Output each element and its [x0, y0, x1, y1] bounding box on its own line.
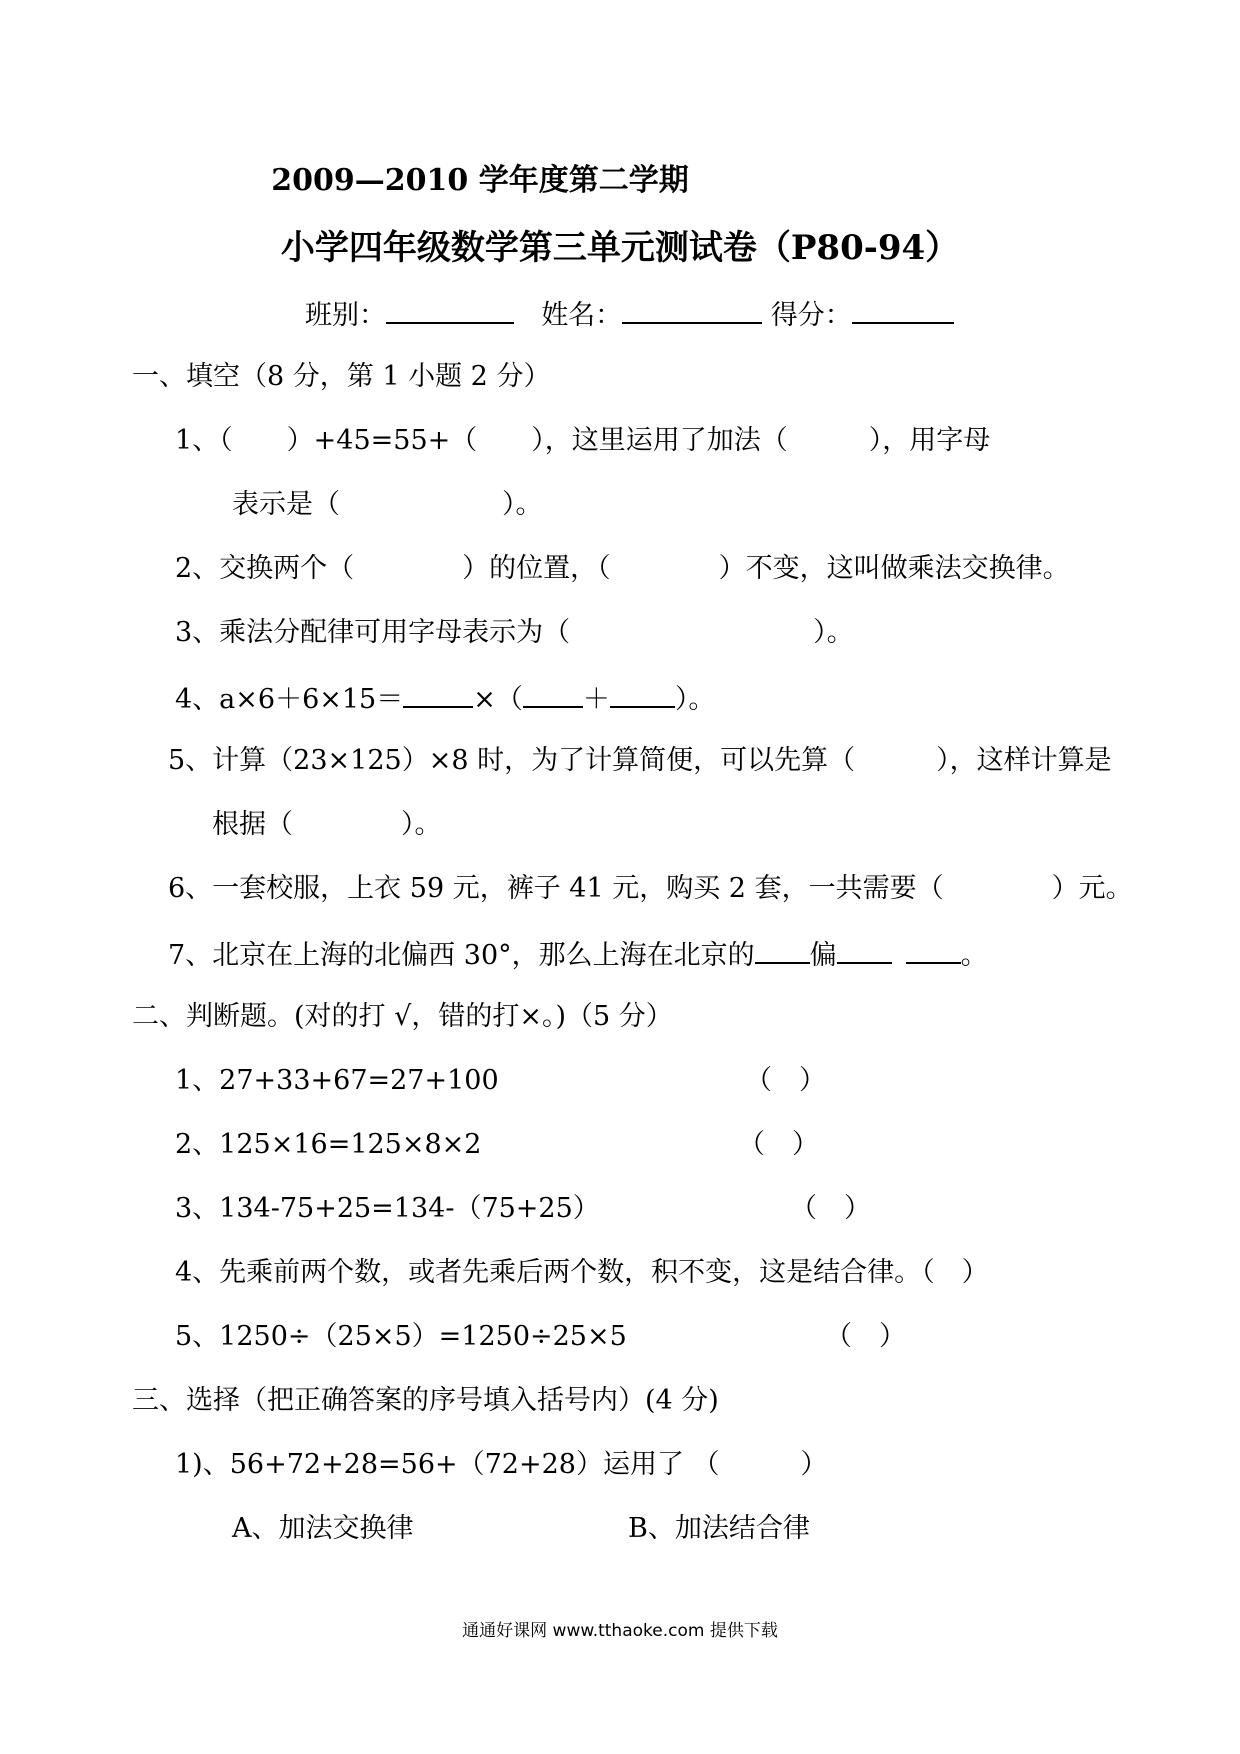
q7-blank-3[interactable] [906, 936, 961, 964]
s1-q7-c: 。 [960, 940, 988, 971]
score-blank[interactable] [852, 296, 954, 324]
s2-item-5: 5、1250÷（25×5）=1250÷25×5 [175, 1321, 627, 1352]
section3-heading: 三、选择（把正确答案的序号填入括号内）(4 分) [132, 1385, 719, 1416]
s2-item-1: 1、27+33+67=27+100 [175, 1065, 499, 1096]
s1-q2: 2、交换两个（ ）的位置，（ ）不变，这叫做乘法交换律。 [175, 553, 1070, 584]
class-label: 班别： [305, 300, 386, 331]
s2-item-1-mark[interactable]: （ ） [745, 1065, 826, 1096]
s1-q3: 3、乘法分配律可用字母表示为（ ）。 [175, 617, 854, 648]
s2-item-5-mark[interactable]: （ ） [825, 1321, 906, 1352]
s1-q7-a: 7、北京在上海的北偏西 30°，那么上海在北京的 [168, 940, 755, 971]
name-label: 姓名： [541, 300, 623, 331]
s1-q4 [175, 680, 715, 717]
s1-q4-d: ）。 [674, 684, 716, 715]
s2-item-2: 2、125×16=125×8×2 [175, 1129, 482, 1160]
s1-q1-b: 表示是（ ）。 [232, 489, 543, 520]
score-label: 得分： [770, 300, 852, 331]
s1-q6: 6、一套校服，上衣 59 元，裤子 41 元，购买 2 套，一共需要（ ）元。 [168, 873, 1133, 904]
s1-q7 [168, 936, 988, 973]
s3-option-b[interactable]: B、加法结合律 [628, 1513, 810, 1544]
s2-item-3-mark[interactable]: （ ） [790, 1193, 871, 1224]
s1-q4-a: 4、a×6＋6×15＝ [175, 684, 404, 715]
s2-item-4-mark[interactable]: （ ） [921, 1257, 989, 1288]
page-title: 小学四年级数学第三单元测试卷（P80-94） [280, 228, 960, 268]
s3-option-a[interactable]: A、加法交换律 [232, 1513, 414, 1544]
name-blank[interactable] [622, 296, 762, 324]
s2-item-3: 3、134-75+25=134-（75+25） [175, 1193, 600, 1224]
s1-q4-b: ×（ [473, 684, 523, 715]
q7-blank-2[interactable] [837, 936, 892, 964]
s2-item-2-mark[interactable]: （ ） [738, 1129, 819, 1160]
q7-blank-1[interactable] [755, 936, 810, 964]
section1-heading: 一、填空（8 分，第 1 小题 2 分） [132, 361, 551, 392]
s1-q1-a: 1、（ ）+45=55+（ ），这里运用了加法（ ），用字母 [175, 425, 991, 456]
s3-q1: 1)、56+72+28=56+（72+28）运用了 （ ） [175, 1449, 828, 1480]
q4-blank-3[interactable] [610, 680, 675, 708]
year-line: 2009—2010 学年度第二学期 [271, 163, 689, 198]
footer: 通通好课网 www.tthaoke.com 提供下载 [462, 1621, 778, 1641]
class-blank[interactable] [386, 296, 514, 324]
s1-q5-b: 根据（ ）。 [212, 809, 442, 840]
section2-heading: 二、判断题。(对的打 √，错的打×。)（5 分） [132, 1001, 673, 1032]
s1-q7-b: 偏 [809, 940, 837, 971]
q4-blank-2[interactable] [523, 680, 583, 708]
s1-q5-a: 5、计算（23×125）×8 时，为了计算简便，可以先算（ ），这样计算是 [168, 745, 1112, 776]
info-line [305, 296, 954, 333]
q4-blank-1[interactable] [403, 680, 473, 708]
s1-q4-c: ＋ [582, 684, 610, 715]
s2-item-4-text: 4、先乘前两个数，或者先乘后两个数，积不变，这是结合律。 [175, 1257, 922, 1288]
s2-item-4 [175, 1256, 989, 1290]
